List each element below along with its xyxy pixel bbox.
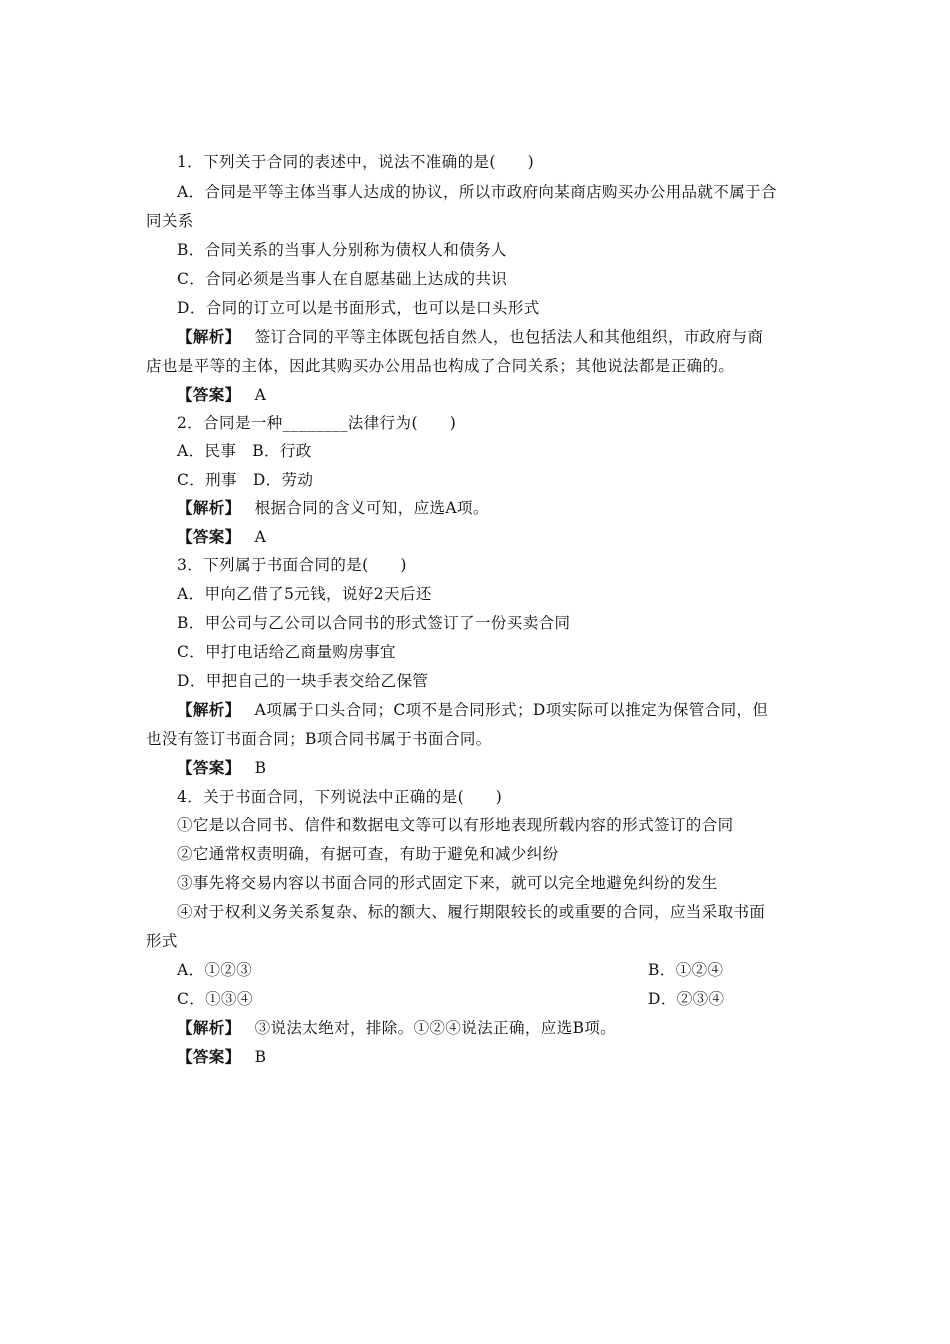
question-1-analysis-continued: 店也是平等的主体，因此其购买办公用品也构成了合同关系；其他说法都是正确的。: [146, 357, 735, 375]
question-1-option-c: C．合同必须是当事人在自愿基础上达成的共识: [177, 270, 508, 288]
question-4-statement-3: ③事先将交易内容以书面合同的形式固定下来，就可以完全地避免纠纷的发生: [177, 874, 718, 892]
question-3-option-d: D．甲把自己的一块手表交给乙保管: [177, 672, 429, 690]
question-1-option-a: A．合同是平等主体当事人达成的协议，所以市政府向某商店购买办公用品就不属于合: [177, 183, 777, 201]
question-3-analysis: [177, 700, 768, 720]
answer-label: 【答案】: [177, 758, 241, 777]
analysis-label: 【解析】: [177, 1018, 241, 1037]
answer-value: A: [254, 528, 267, 546]
question-4-stem: 4．关于书面合同，下列说法中正确的是( ): [177, 788, 503, 806]
question-3-analysis-continued: 也没有签订书面合同；B项合同书属于书面合同。: [146, 730, 492, 748]
answer-value: B: [254, 759, 267, 777]
question-4-answer: [177, 1047, 266, 1067]
answer-value: B: [254, 1048, 267, 1066]
analysis-text: 签订合同的平等主体既包括自然人，也包括法人和其他组织，市政府与商: [254, 328, 764, 346]
answer-value: A: [254, 386, 267, 404]
question-3-option-b: B．甲公司与乙公司以合同书的形式签订了一份买卖合同: [177, 614, 571, 632]
question-1-analysis: [177, 327, 763, 347]
analysis-label: 【解析】: [177, 327, 241, 346]
question-4-option-d: D．②③④: [648, 990, 725, 1008]
question-3-option-a: A．甲向乙借了5元钱，说好2天后还: [177, 585, 432, 603]
question-2-analysis: [177, 498, 489, 518]
analysis-label: 【解析】: [177, 498, 241, 517]
question-4-statement-4-continued: 形式: [146, 932, 178, 950]
question-1-stem: 1．下列关于合同的表述中，说法不准确的是( ): [177, 153, 535, 171]
question-2-answer: [177, 527, 266, 547]
question-1-answer: [177, 385, 266, 405]
question-1-option-b: B．合同关系的当事人分别称为债权人和债务人: [177, 241, 507, 259]
question-2-options-cd: C．刑事 D．劳动: [177, 471, 314, 489]
analysis-label: 【解析】: [177, 700, 241, 719]
question-1-option-d: D．合同的订立可以是书面形式，也可以是口头形式: [177, 299, 540, 317]
answer-label: 【答案】: [177, 527, 241, 546]
question-4-statement-1: ①它是以合同书、信件和数据电文等可以有形地表现所载内容的形式签订的合同: [177, 816, 734, 834]
question-4-statement-2: ②它通常权责明确，有据可查，有助于避免和减少纠纷: [177, 845, 559, 863]
question-4-option-c: C．①③④: [177, 990, 253, 1008]
question-4-analysis: [177, 1018, 616, 1038]
analysis-text: 根据合同的含义可知，应选A项。: [254, 499, 489, 517]
question-2-options-ab: A．民事 B．行政: [177, 442, 312, 460]
question-3-stem: 3．下列属于书面合同的是( ): [177, 556, 407, 574]
question-4-option-a: A．①②③: [177, 961, 253, 979]
question-3-answer: [177, 758, 266, 778]
question-4-statement-4: ④对于权利义务关系复杂、标的额大、履行期限较长的或重要的合同，应当采取书面: [177, 903, 766, 921]
question-4-option-b: B．①②④: [648, 961, 724, 979]
question-3-option-c: C．甲打电话给乙商量购房事宜: [177, 643, 396, 661]
question-1-option-a-continued: 同关系: [146, 212, 194, 230]
analysis-text: A项属于口头合同；C项不是合同形式；D项实际可以推定为保管合同，但: [254, 701, 769, 719]
answer-label: 【答案】: [177, 1047, 241, 1066]
analysis-text: ③说法太绝对，排除。①②④说法正确，应选B项。: [254, 1019, 617, 1037]
question-2-stem: 2．合同是一种________法律行为( ): [177, 414, 457, 432]
answer-label: 【答案】: [177, 385, 241, 404]
